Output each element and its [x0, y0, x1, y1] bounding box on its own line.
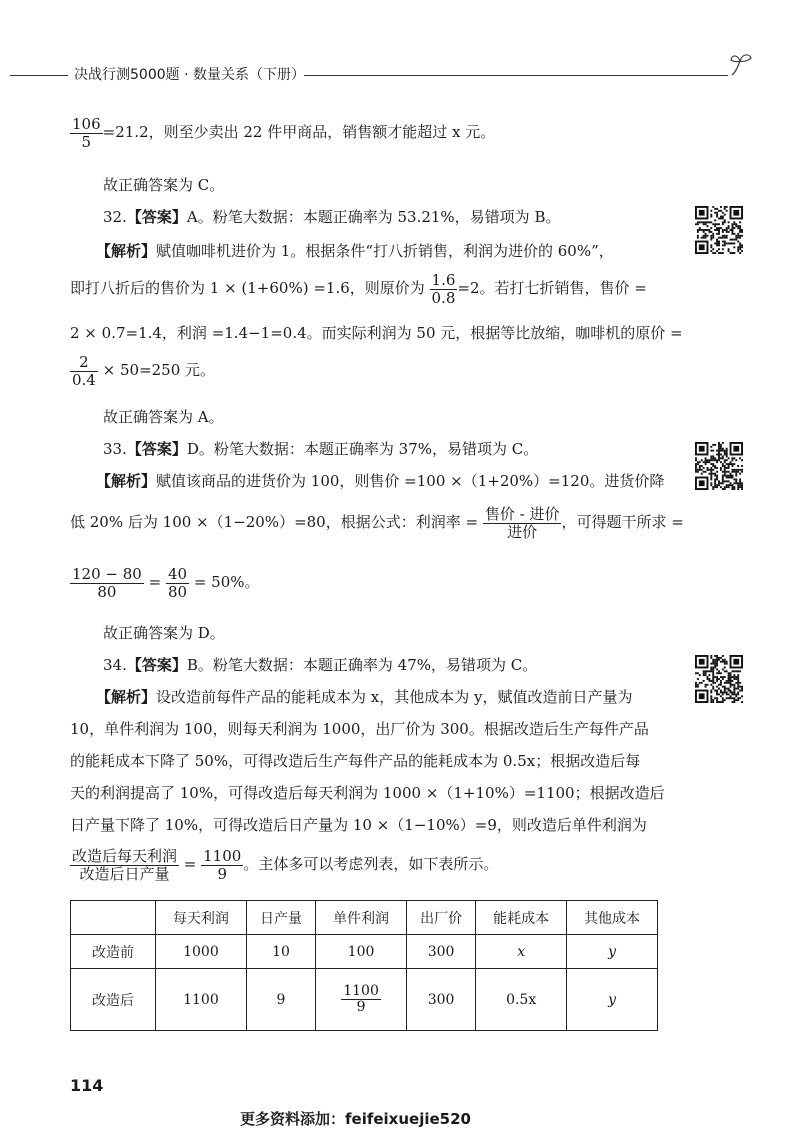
table-cell	[476, 935, 567, 969]
text-span: 赋值咖啡机进价为 1。根据条件“打八折销售，利润为进价的 60%”，	[156, 242, 614, 260]
text-span: 低 20% 后为 100 ×（1−20%）=80，根据公式：利润率 =	[70, 513, 479, 531]
numerator: 40	[167, 565, 188, 583]
qr-code-icon[interactable]	[695, 206, 743, 254]
numerator: 售价 - 进价	[484, 505, 560, 523]
text-span: =2。若打七折销售，售价 =	[457, 279, 647, 297]
text-line: 日产量下降了 10%，可得改造后日产量为 10 ×（1−10%）=9，则改造后单件利润为	[70, 816, 647, 834]
footer-note: 更多资料添加：feifeixuejie520	[240, 1110, 471, 1128]
fraction	[70, 354, 98, 388]
answer-conclusion: 故正确答案为 C。	[103, 176, 225, 194]
answer-tag: 【答案】	[126, 656, 187, 674]
denominator: 5	[81, 132, 92, 151]
table-cell	[567, 969, 658, 1031]
question-number: 34.	[103, 656, 127, 674]
table-cell: 0.5x	[476, 969, 567, 1031]
question-34-answer	[103, 654, 537, 675]
fraction	[430, 272, 458, 306]
text-span: 赋值该商品的进货价为 100，则售价 =100 ×（1+20%）=120。进货价降	[156, 472, 665, 490]
page-number: 114	[70, 1076, 104, 1095]
cell-value: x	[517, 943, 526, 960]
text-span: 即打八折后的售价为 1 × (1+60%) =1.6，则原价为	[70, 279, 425, 297]
text-line: 的能耗成本下降了 50%，可得改造后生产每件产品的能耗成本为 0.5x；根据改造后每	[70, 752, 641, 770]
fraction	[70, 116, 103, 150]
denominator: 0.4	[72, 370, 96, 389]
text-line: 2 × 0.7=1.4，利润 =1.4−1=0.4。而实际利润为 50 元，根据等比放缩，咖啡机的原价 =	[70, 324, 683, 342]
numerator: 106	[72, 115, 101, 133]
numerator: 1.6	[431, 271, 456, 289]
cell-value: y	[608, 943, 616, 960]
fraction	[201, 848, 243, 882]
text-line: 天的利润提高了 10%，可得改造后每天利润为 1000 ×（1+10%）=1100；根据改造后	[70, 784, 665, 802]
fraction	[166, 566, 189, 600]
table-row	[71, 935, 658, 969]
table-header-cell: 每天利润	[156, 901, 247, 935]
table-cell: 1100	[156, 969, 247, 1031]
table-cell: 1000	[156, 935, 247, 969]
answer-tag: 【答案】	[126, 208, 187, 226]
analysis-tag: 【解析】	[96, 242, 157, 260]
table-cell: 100	[316, 935, 407, 969]
question-33-answer	[103, 438, 538, 459]
answer-tag: 【答案】	[126, 440, 187, 458]
text-span: 。主体多可以考虑列表，如下表所示。	[243, 855, 499, 873]
comparison-table	[70, 900, 658, 1031]
table-cell: 10	[246, 935, 315, 969]
table-cell: 300	[406, 935, 475, 969]
numerator: 改造后每天利润	[72, 847, 178, 865]
table-header-cell: 出厂价	[406, 901, 475, 935]
table-row	[71, 969, 658, 1031]
qr-code-icon[interactable]	[695, 655, 743, 703]
text-line: $\frac{\text{改造后每天利润}}{\text{改造后日产量}}$ = $\frac{1100}{9}$ 。主体多可以考虑列表，如下表所示。	[72, 847, 499, 883]
header-title: 决战行测5000题 · 数量关系（下册）	[74, 67, 305, 83]
text-span: D。粉笔大数据：本题正确率为 37%，易错项为 C。	[186, 440, 539, 458]
table-header-cell	[71, 901, 156, 935]
text-span: =21.2，则至少卖出 22 件甲商品，销售额才能超过 x 元。	[102, 123, 496, 141]
analysis-tag: 【解析】	[96, 688, 157, 706]
text-line: $\frac{120 - 80}{80}$ = $\frac{40}{80}$ = 50%。	[72, 565, 260, 601]
cell-value: y	[608, 991, 616, 1008]
table-cell: 改造前	[71, 935, 156, 969]
denominator: 9	[217, 864, 227, 883]
table-cell	[316, 969, 407, 1031]
header-rule-left	[10, 75, 68, 76]
leaf-icon	[728, 52, 754, 78]
text-span: 设改造前每件产品的能耗成本为 x，其他成本为 y，赋值改造前日产量为	[156, 688, 633, 706]
table-header-cell: 日产量	[246, 901, 315, 935]
text-line	[70, 506, 684, 540]
table-cell: 300	[406, 969, 475, 1031]
text-span: ，可得题干所求 =	[561, 513, 684, 531]
header-rule-right	[304, 75, 728, 76]
numerator: 2	[70, 354, 98, 372]
text-line: 10，单件利润为 100，则每天利润为 1000，出厂价为 300。根据改造后生产每件产品	[70, 720, 649, 738]
table-cell: 9	[246, 969, 315, 1031]
analysis-tag: 【解析】	[96, 472, 157, 490]
denominator: 9	[356, 999, 366, 1015]
text-span: B。粉笔大数据：本题正确率为 47%，易错项为 C。	[186, 656, 538, 674]
qr-code-icon[interactable]	[695, 442, 743, 490]
denominator: 80	[167, 582, 188, 601]
text-span: × 50=250 元。	[102, 361, 216, 379]
fraction	[70, 566, 144, 600]
question-33-analysis	[96, 470, 664, 491]
question-number: 32.	[103, 208, 127, 226]
answer-conclusion: 故正确答案为 A。	[103, 408, 224, 426]
text-line	[70, 354, 215, 388]
denominator: 改造后日产量	[79, 864, 170, 883]
text-line	[70, 272, 647, 306]
fraction	[70, 848, 179, 882]
table-header-row	[71, 901, 658, 935]
fraction	[483, 506, 562, 540]
numerator: 1100	[203, 847, 242, 865]
table-cell: 改造后	[71, 969, 156, 1031]
numerator: 120 − 80	[72, 565, 142, 583]
denominator: 80	[97, 582, 117, 601]
table-header-cell: 其他成本	[567, 901, 658, 935]
question-number: 33.	[103, 440, 127, 458]
question-34-analysis	[96, 686, 633, 707]
table-cell	[567, 935, 658, 969]
text-line	[70, 116, 495, 150]
question-32-analysis	[96, 240, 614, 261]
numerator: 1100	[343, 982, 379, 999]
answer-conclusion: 故正确答案为 D。	[103, 624, 225, 642]
denominator: 进价	[507, 522, 538, 541]
question-32-answer	[103, 206, 560, 227]
fraction	[341, 984, 381, 1016]
table-header-cell: 单件利润	[316, 901, 407, 935]
denominator: 0.8	[431, 288, 456, 307]
text-span: = 50%。	[193, 573, 260, 591]
text-span: A。粉笔大数据：本题正确率为 53.21%，易错项为 B。	[186, 208, 561, 226]
table-header-cell: 能耗成本	[476, 901, 567, 935]
